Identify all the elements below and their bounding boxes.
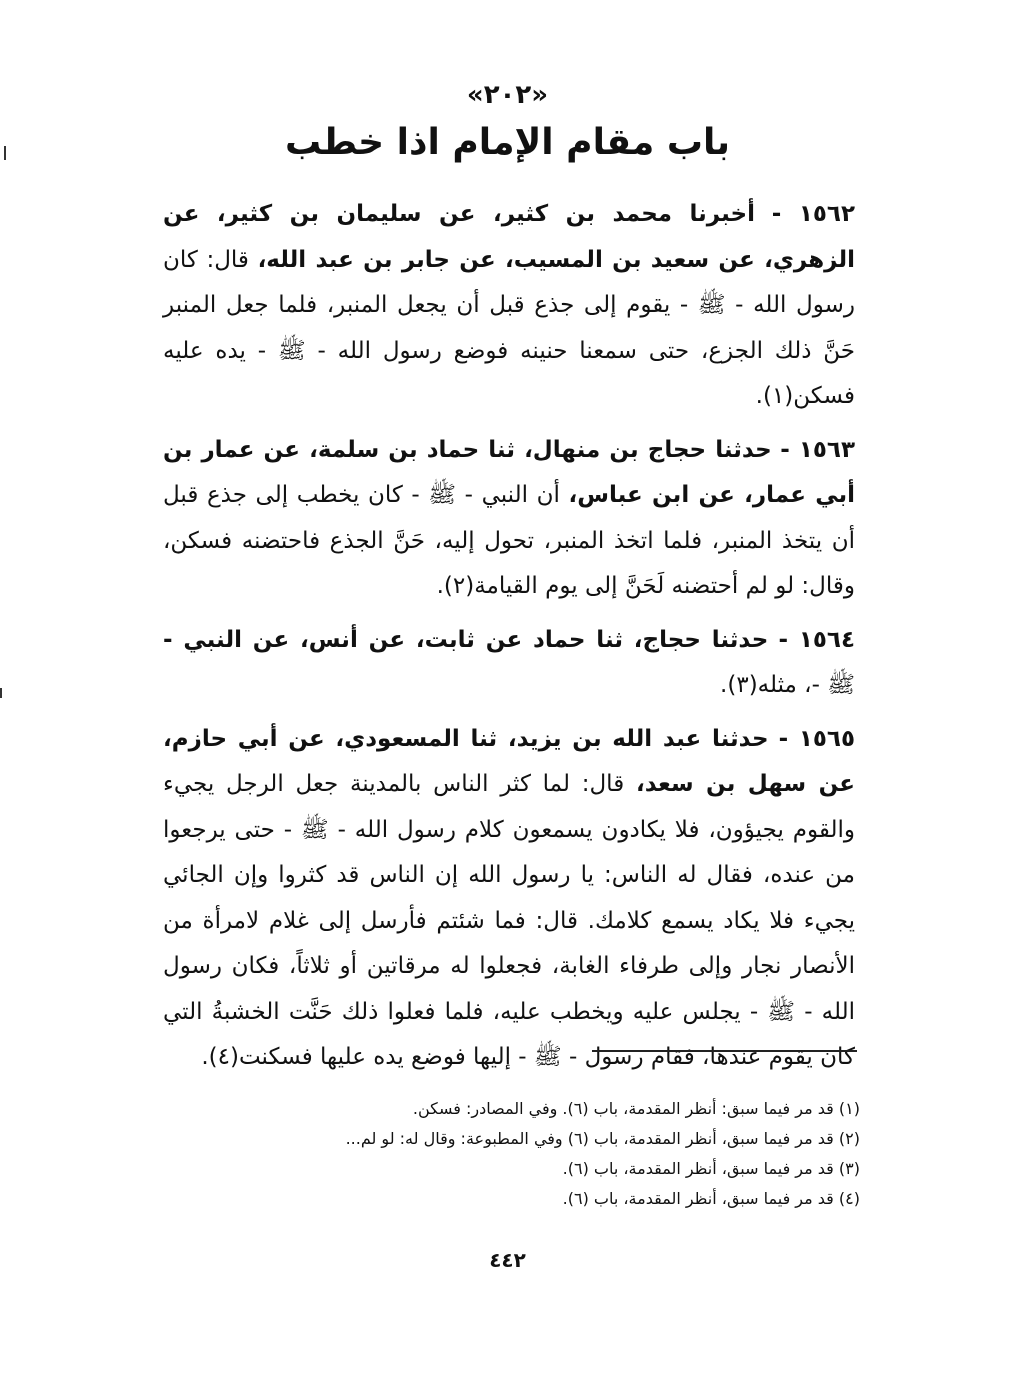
hadith-isnad: أخبرنا محمد بن كثير، عن سليمان بن كثير، عن الزهري، عن سعيد بن المسيب، عن جابر بن عبد الله، [163,201,856,273]
page-number: ٤٤٢ [489,1248,526,1272]
hadith-isnad: حدثنا حجاج، ثنا حماد عن ثابت، عن أنس، عن النبي - [163,626,769,653]
margin-mark [0,688,6,698]
hadith-number: ١٥٦٥ - [778,725,855,752]
hadith-number: ١٥٦٤ - [778,626,856,653]
hadith-number: ١٥٦٢ - [771,201,855,227]
footnotes [140,1094,860,1214]
hadith-text: ﷺ -، مثله(٣). [720,672,855,698]
hadith-1564 [163,618,855,709]
footnote-4: (٤) قد مر فيما سبق، أنظر المقدمة، باب (٦). [562,1189,860,1208]
hadith-isnad: حدثنا حجاج بن منهال، ثنا حماد بن سلمة، عن عمار بن أبي عمار، عن ابن عباس، [163,436,855,508]
hadith-1565 [163,717,855,1081]
chapter-title: باب مقام الإمام اذا خطب [284,122,731,163]
footnote-separator [592,1050,857,1052]
footnote-3: (٣) قد مر فيما سبق، أنظر المقدمة، باب (٦). [562,1159,860,1178]
hadith-text: أن النبي - ﷺ - كان يخطب إلى جذع قبل أن يتخذ المنبر، فلما اتخذ المنبر، تحول إليه، حَنَّ الجذع فاحتضنه فسكن، وقال: لو لم أحتضنه لَحَنَّ إلى يوم القيامة(٢). [163,482,855,599]
hadith-1563 [163,428,855,610]
hadith-text: قال: كان رسول الله - ﷺ - يقوم إلى جذع قبل أن يجعل المنبر، فلما جعل المنبر حَنَّ ذلك الجزع، حتى سمعنا حنينه فوضع رسول الله - ﷺ - يده عليه فسكن(١). [163,246,855,409]
hadith-isnad: حدثنا عبد الله بن يزيد، ثنا المسعودي، عن أبي حازم، عن سهل بن سعد، [163,725,855,797]
hadith-body [163,192,855,1089]
footnote-1: (١) قد مر فيما سبق: أنظر المقدمة، باب (٦). وفي المصادر: فسكن. [412,1099,860,1118]
hadith-number: ١٥٦٣ - [780,436,855,463]
chapter-number: «٢٠٢» [466,80,549,110]
hadith-1562 [163,192,855,420]
hadith-text: قال: لما كثر الناس بالمدينة جعل الرجل يجيء والقوم يجيؤون، فلا يكادون يسمعون كلام رسول الله - ﷺ - حتى يرجعوا من عنده، فقال له الناس: يا رسول الله إن الناس قد كثروا وإن الجائي يجيء فلا يكاد يسمع كلامك. قال: فما شئتم فأرسل إلى غلام لامرأة من الأنصار نجار وإلى طرفاء الغابة، فجعلوا له مرقاتين أو ثلاثاً، فكان رسول الله - ﷺ - يجلس عليه ويخطب عليه، فلما فعلوا ذلك حَنَّت الخشبةُ التي كان يقوم عندها، فقام رسول - ﷺ - إليها فوضع يده عليها فسكنت(٤). [163,771,855,1070]
footnote-2: (٢) قد مر فيما سبق، أنظر المقدمة، باب (٦) وفي المطبوعة: وقال له: لو لم... [345,1129,860,1148]
